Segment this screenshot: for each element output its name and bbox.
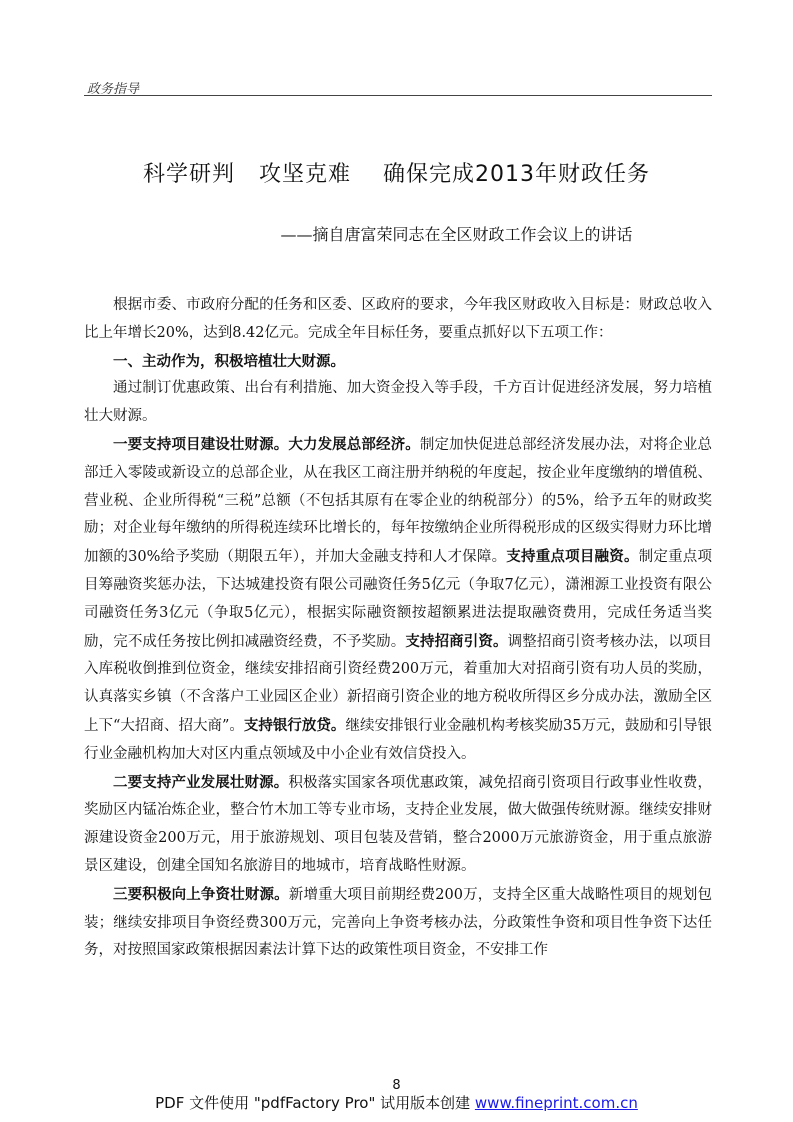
footer-link[interactable]: www.fineprint.com.cn [474, 1094, 638, 1112]
paragraph-item-3 [84, 881, 712, 965]
item-1-lead-3: 支持招商引资。 [405, 632, 508, 650]
item-1-lead-4: 支持银行放贷。 [243, 716, 346, 734]
item-1-text-4: 继续安排银行业金融机构考核奖励35万元，鼓励和引导银行业金融机构加大对区内重点领域及中小企业有效信贷投入。 [84, 717, 713, 762]
paragraph-section-intro: 通过制订优惠政策、出台有利措施、加大资金投入等手段，千方百计促进经济发展，努力培植壮大财源。 [84, 380, 712, 425]
item-2-text: 积极落实国家各项优惠政策，减免招商引资项目行政事业性收费，奖励区内锰冶炼企业，整合竹木加工等专业市场，支持企业发展，做大做强传统财源。继续安排财源建设资金200万元，用于旅游规划、项目包装及营销，整合2000万元旅游资金，用于重点旅游景区建设，创建全国知名旅游目的地城市，培育战略性财源。 [84, 774, 713, 874]
footer-text: PDF 文件使用 "pdfFactory Pro" 试用版本创建 [155, 1094, 475, 1112]
paragraph-intro: 根据市委、市政府分配的任务和区委、区政府的要求，今年我区财政收入目标是：财政总收入比上年增长20%，达到8.42亿元。完成全年目标任务，要重点抓好以下五项工作： [84, 297, 712, 341]
item-3-text: 新增重大项目前期经费200万，支持全区重大战略性项目的规划包装；继续安排项目争资经费300万元，完善向上争资考核办法，分政策性争资和项目性争资下达任务，对按照国家政策根据因素法计算下达的政策性项目资金，不安排工作 [84, 886, 712, 959]
item-1-text: 制定加快促进总部经济发展办法，对将企业总部迁入零陵或新设立的总部企业，从在我区工商注册并纳税的年度起，按企业年度缴纳的增值税、营业税、企业所得税“三税”总额（不包括其原有在零企业的纳税部分）的5%，给予五年的财政奖励；对企业每年缴纳的所得税连续环比增长的，每年按缴纳企业所得税形成的区级实得财力环比增加额的30%给予奖励（期限五年），并加大金融支持和人才保障。 [84, 436, 713, 566]
section-heading-1: 一、主动作为，积极培植壮大财源。 [113, 352, 345, 370]
page-subtitle: ——摘自唐富荣同志在全区财政工作会议上的讲话 [280, 225, 633, 244]
article-body [84, 292, 712, 965]
page-title: 科学研判 攻坚克难 确保完成2013年财政任务 [143, 162, 650, 187]
paragraph-item-2 [84, 769, 712, 881]
header-label: 政务指导 [87, 82, 140, 97]
page-number: 8 [392, 1078, 401, 1093]
item-1-lead-2: 支持重点项目融资。 [506, 548, 639, 566]
item-1-text-3: 调整招商引资考核办法，以项目入库税收倒推到位资金，继续安排招商引资经费200万元，着重加大对招商引资有功人员的奖励，认真落实乡镇（不含落户工业园区企业）新招商引资企业的地方税收所得区乡分成办法，激励全区上下“大招商、招大商”。 [84, 633, 713, 734]
header-divider [84, 95, 712, 96]
item-1-text-2: 制定重点项目筹融资奖惩办法，下达城建投资有限公司融资任务5亿元（争取7亿元），潇湘源工业投资有限公司融资任务3亿元（争取5亿元），根据实际融资额按超额累进法提取融资费用，完成任务适当奖励，完不成任务按比例扣减融资经费，不予奖励。 [84, 549, 713, 650]
item-2-lead: 二要支持产业发展壮财源。 [113, 773, 289, 791]
item-1-lead: 一要支持项目建设壮财源。大力发展总部经济。 [113, 435, 420, 453]
pdf-footer [0, 1092, 793, 1113]
item-3-lead: 三要积极向上争资壮财源。 [113, 885, 289, 903]
paragraph-item-1 [84, 431, 712, 769]
